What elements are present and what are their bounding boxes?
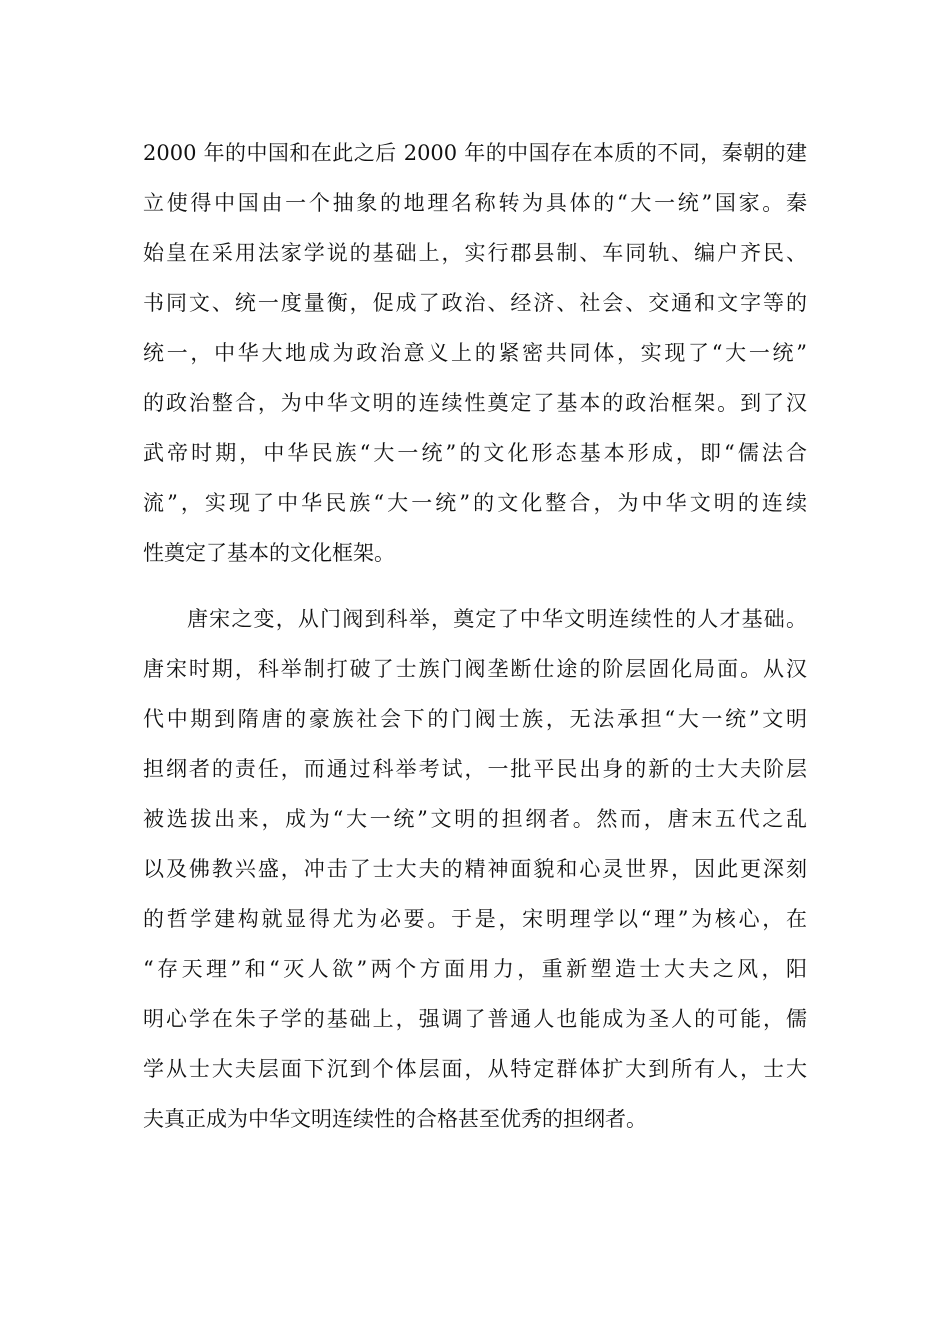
paragraph-2-line: 被选拔出来，成为“大一统”文明的担纲者。然而，唐末五代之乱 bbox=[143, 807, 807, 831]
paragraph-1-line: 始皇在采用法家学说的基础上，实行郡县制、车同轨、编户齐民、 bbox=[143, 241, 807, 265]
paragraph-1-line: 武帝时期，中华民族“大一统”的文化形态基本形成，即“儒法合 bbox=[143, 441, 807, 465]
paragraph-2-line: “存天理”和“灭人欲”两个方面用力，重新塑造士大夫之风，阳 bbox=[143, 957, 807, 981]
paragraph-2-line: 代中期到隋唐的豪族社会下的门阀士族，无法承担“大一统”文明 bbox=[143, 707, 807, 731]
paragraph-2-line: 以及佛教兴盛，冲击了士大夫的精神面貌和心灵世界，因此更深刻 bbox=[143, 857, 807, 881]
paragraph-1-line: 2000 年的中国和在此之后 2000 年的中国存在本质的不同，秦朝的建 bbox=[143, 141, 807, 165]
paragraph-1 bbox=[143, 128, 807, 578]
paragraph-2 bbox=[143, 594, 807, 1144]
paragraph-2-line: 的哲学建构就显得尤为必要。于是，宋明理学以“理”为核心，在 bbox=[143, 907, 807, 931]
paragraph-2-line: 唐宋时期，科举制打破了士族门阀垄断仕途的阶层固化局面。从汉 bbox=[143, 657, 807, 681]
paragraph-1-line: 书同文、统一度量衡，促成了政治、经济、社会、交通和文字等的 bbox=[143, 291, 807, 315]
document-body bbox=[143, 128, 807, 1144]
paragraph-1-line: 流”，实现了中华民族“大一统”的文化整合，为中华文明的连续 bbox=[143, 491, 807, 515]
paragraph-1-line: 统一，中华大地成为政治意义上的紧密共同体，实现了“大一统” bbox=[143, 341, 807, 365]
paragraph-spacer bbox=[143, 578, 807, 594]
paragraph-1-line: 性奠定了基本的文化框架。 bbox=[143, 541, 395, 565]
paragraph-2-line: 唐宋之变，从门阀到科举，奠定了中华文明连续性的人才基础。 bbox=[187, 607, 807, 631]
paragraph-2-line: 夫真正成为中华文明连续性的合格甚至优秀的担纲者。 bbox=[143, 1107, 647, 1131]
paragraph-1-line: 的政治整合，为中华文明的连续性奠定了基本的政治框架。到了汉 bbox=[143, 391, 807, 415]
paragraph-2-line: 明心学在朱子学的基础上，强调了普通人也能成为圣人的可能，儒 bbox=[143, 1007, 807, 1031]
paragraph-1-line: 立使得中国由一个抽象的地理名称转为具体的“大一统”国家。秦 bbox=[143, 191, 807, 215]
paragraph-2-line: 担纲者的责任，而通过科举考试，一批平民出身的新的士大夫阶层 bbox=[143, 757, 807, 781]
paragraph-2-line: 学从士大夫层面下沉到个体层面，从特定群体扩大到所有人，士大 bbox=[143, 1057, 807, 1081]
